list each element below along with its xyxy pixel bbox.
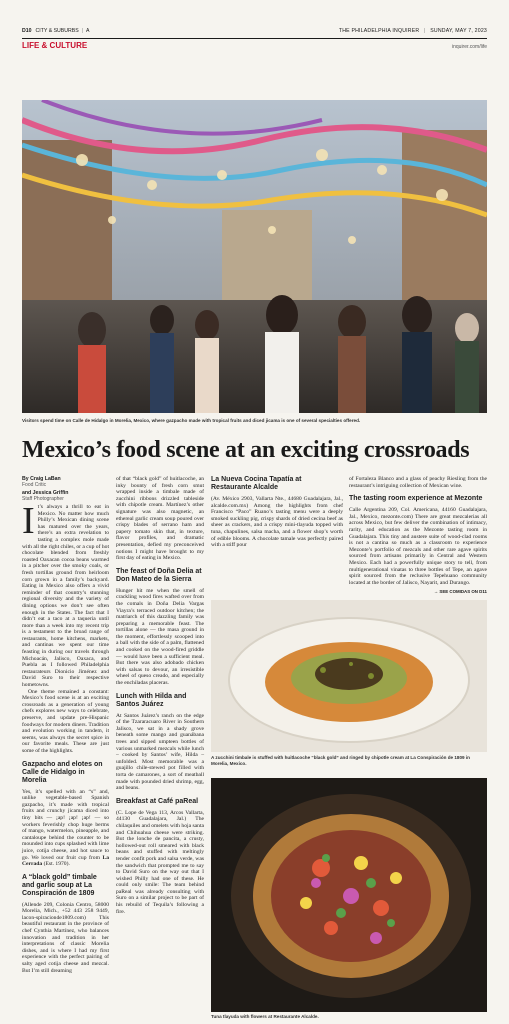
- article-column-3: [211, 476, 343, 549]
- tlayuda-photo-caption: Tuna tlayuda with flowers at Restaurante Alcalde.: [211, 1014, 319, 1019]
- section-name: CITY & SUBURBS: [35, 28, 79, 34]
- lead-photo: [22, 100, 487, 413]
- venue-name: La Cerrada: [22, 854, 109, 868]
- subhead-mezonte: The tasting room experience at Mezonte: [349, 495, 483, 503]
- subhead-dona-delia: The feast of Doña Delia at Don Mateo de la Sierra: [116, 567, 202, 583]
- paragraph-1: t’s always a thrill to eat in Mexico. No matter how much Philly’s Mexican dining scene has matured over the years, there’s an extra revelation to tasting a complex mole made with all the right chiles, or a cup of hot chocolate blended from freshly roasted Oaxacan cocoa beans warmed in a pitcher over the smoky coals, or fresh tortillas ground from heirloom corn grown in a family’s backyard. Eating in Mexico also offers a vivid reminder of that country’s stunning regional diversity and the variety of dining options we don’t see often enough in the States. The fact that I didn’t eat a taco at a taqueria until more than a week into my recent trip is a testament to the broad range of restaurants, home kitchens, markets, and cantinas we spent our time feasting in during our travels through Michoacán, Jalisco, Oaxaca, and Puebla as I followed Philadelphia restaurateurs Dionicio Jiménez and David Suro to their respective hometowns.: [22, 504, 109, 689]
- subhead-alcalde: La Nueva Cocina Tapatía at Restaurante Alcalde: [211, 476, 302, 491]
- byline: [22, 476, 109, 502]
- paper-date: [339, 28, 487, 34]
- section-label: LIFE & CULTURE: [22, 41, 88, 50]
- paragraph-4: (Allende 209, Colonia Centro, 58000 Morelia, Mich., +52 443 258 9449, lacon-spiracionde1809.com) This beautiful restaurant in the province of chef Cynthia Martínez, who balances innovation and tradition in her interpretations of classic Morelia dishes, and is where I had my first experience with the perfect pairing of salty aged cotija cheese and mezcal. But I’m still dreaming: [22, 901, 109, 974]
- paragraph-10: of Fortaleza Blanco and a glass of peachy Riesling from the restaurant’s intriguing collection of Mexican wine.: [349, 476, 487, 489]
- subhead-timbale: A “black gold” timbale and garlic soup at La Conspiración de 1809: [22, 873, 97, 897]
- timbale-photo: [211, 600, 487, 752]
- page-header: [22, 26, 487, 36]
- timbale-photo-caption: A zucchini timbale is stuffed with huitlacoche “black gold” and ringed by chipotle cream at La Conspiración de 1809 in Morelia, Mexico.: [211, 755, 470, 766]
- tlayuda-photo: [211, 778, 487, 1012]
- paragraph-3-tail: (Est. 1970).: [43, 861, 70, 868]
- subhead-hilda-santos: Lunch with Hilda and Santos Juárez: [116, 692, 187, 708]
- header-separator: |: [424, 28, 426, 34]
- article-column-4: [349, 476, 487, 596]
- paragraph-3-text: Yes, it’s spelled with an “s” and, unlike vegetable-based Spanish gazpacho, it’s made with tropical fruits and crunchy jicama diced into tiny bits — ¡ap! ¡ap! ¡ap! — so workers feverishly chop huge berms of mango, watermelon, pineapple, and cantaloupe behind the counter to be mounded into cups splashed with lime juice, cotija cheese, and hot sauce to go. We loved our fruit cup from: [22, 788, 109, 861]
- author-1: By Craig LaBan: [22, 476, 61, 482]
- headline: Mexico’s food scene at an exciting crossroads: [22, 437, 470, 463]
- street-scene-image: [22, 100, 487, 413]
- paragraph-11: Calle Argentina 209, Col. Americana, 44160 Guadalajara, Jal., Mexico, mezonte.com) There are great mezcalerias all across Mexico, but few deliver the combination of intimacy, rarity, and education as the Mezonte tasting room in Guadalajara. This tiny and austere suite of wood-clad rooms is not a cantina so much as a classroom to experience Mezonte’s portfolio of mezcals and other rare agave spirits sourced from artisans primarily in Central and Western Mexico. Each had a powerfully unique story to tell, from multigenerational vinatas to three bottles of Tepe, an agave spirit sourced from the reclusive Tepehuano community located at the border of Jalisco, Nayarit, and Durango.: [349, 507, 487, 586]
- article-column-2: [116, 476, 204, 915]
- dropcap: I: [22, 500, 35, 542]
- section-bar: [22, 38, 487, 51]
- page-number: D10: [22, 28, 32, 34]
- paragraph-9: (Av. México 2903, Vallarta Nte., 44680 Guadalajara, Jal., alcalde.com.mx) Among the highlights from chef Francisco “Paco” Ruano’s tasting menu were a deeply smoked suckling pig, crispy shards of dried cecina beef as sheer as crackers, and a crispy mini-tlayuda topped with tuna, chapulines, salsa macha, and a flower shop’s worth of edible blooms. A chocolate tamale was perfectly paired with a stiff pour: [211, 496, 343, 549]
- jump-line[interactable]: → SEE COMIDAS ON D11: [433, 589, 487, 595]
- lead-photo-caption: Visitors spend time on Calle de Hidalgo in Morelia, Mexico, where gazpacho made with tropical fruits and diced jicama is one of several specialties offered.: [22, 418, 361, 423]
- paragraph-7: At Santos Juárez’s ranch on the edge of the Tzararacuaro River in Southern Jalisco, we sat in a shady grove beneath some mango and guanábana trees and sipped umpteen bottles of various unmarked mezcals while lunch – cooked by Santos’ wife, Hilda – unfolded. Most memorable was a guajillo chile-stewed pot filled with torta de camarones, a sort of meatball made with pounded dried shrimp, egg, and beans.: [116, 712, 204, 792]
- edition-letter: A: [86, 28, 90, 34]
- paragraph-5: of that “black gold” of huitlacoche, an inky bounty of fresh corn smut wrapped inside a timbale made of zucchini ribbons drizzled tableside with chipotle cream. Martínez’s other signature was also magnetic, an ethereal garlic cream soup poured over crispy blades of serrano ham and papery tomato skin that, in texture, flavor profiles, and dramatic presentation, defied my preconceived notions I might have brought to my first day of eating in Mexico.: [116, 476, 204, 562]
- section-url[interactable]: inquirer.com/life: [451, 44, 487, 50]
- header-separator: |: [81, 28, 84, 34]
- author-2: and Jessica Griffin: [22, 490, 69, 496]
- paragraph: [22, 500, 109, 689]
- author-1-role: Food Critic: [22, 482, 47, 488]
- paragraph-8: (C. Lope de Vega 113, Arcos Vallarta, 44130 Guadalajara, Jal.) The chilaquiles and omelets with hoja santa and Chihuahua cheese were striking. But the lonche de pancita, a crusty, hollowed-out roll smeared with black beans and stuffed with meltingly tender confit pork and salsa verde, was the sandwich that prompted me to say to David Suro on the way out that I wished Philly had one of these. He could only smile: The team behind paReal was already consulting with Suro on a similar project to be part of his rebuild of Tequila’s following a fire.: [116, 809, 204, 915]
- subhead-gazpacho: Gazpacho and elotes on Calle de Hidalgo in Morelia: [22, 760, 103, 784]
- paragraph-3: [22, 789, 109, 868]
- timbale-image: [211, 600, 487, 752]
- article-column-1: [22, 476, 109, 974]
- tlayuda-image: [211, 778, 487, 1012]
- subhead-pareal: Breakfast at Café paReal: [116, 797, 199, 805]
- paragraph-6: Hunger hit me when the smell of crackling wood fires wafted over from the comals in Doña Delia Vargas Viayra’s terraced outdoor kitchen; the matriarch of this dazzling family was preparing a memorable feast. The tortillas alone — the masa ground in the moment, effortlessly scooped into a ball with the side of a palm, flattened and cooked on the wood-fired griddle — would have been a sufficient meal. But there was also adobado chicken with salsas to devour, an irresistible wheel of queso creado, and especially the enchiladas placeras.: [116, 587, 204, 687]
- author-2-role: Staff Photographer: [22, 496, 64, 502]
- paragraph-2: One theme remained a constant: Mexico’s food scene is at an exciting crossroads as a generation of young chefs explores new ways to celebrate, preserve, and update pre-Hispanic foodways for modern diners. Tradition and evolution working in tandem, it seems, was always the secret spice in our favorite meals. These are just some of the highlights.: [22, 688, 109, 754]
- issue-date: SUNDAY, MAY 7, 2023: [430, 28, 487, 34]
- paper-name: THE PHILADELPHIA INQUIRER: [338, 28, 420, 34]
